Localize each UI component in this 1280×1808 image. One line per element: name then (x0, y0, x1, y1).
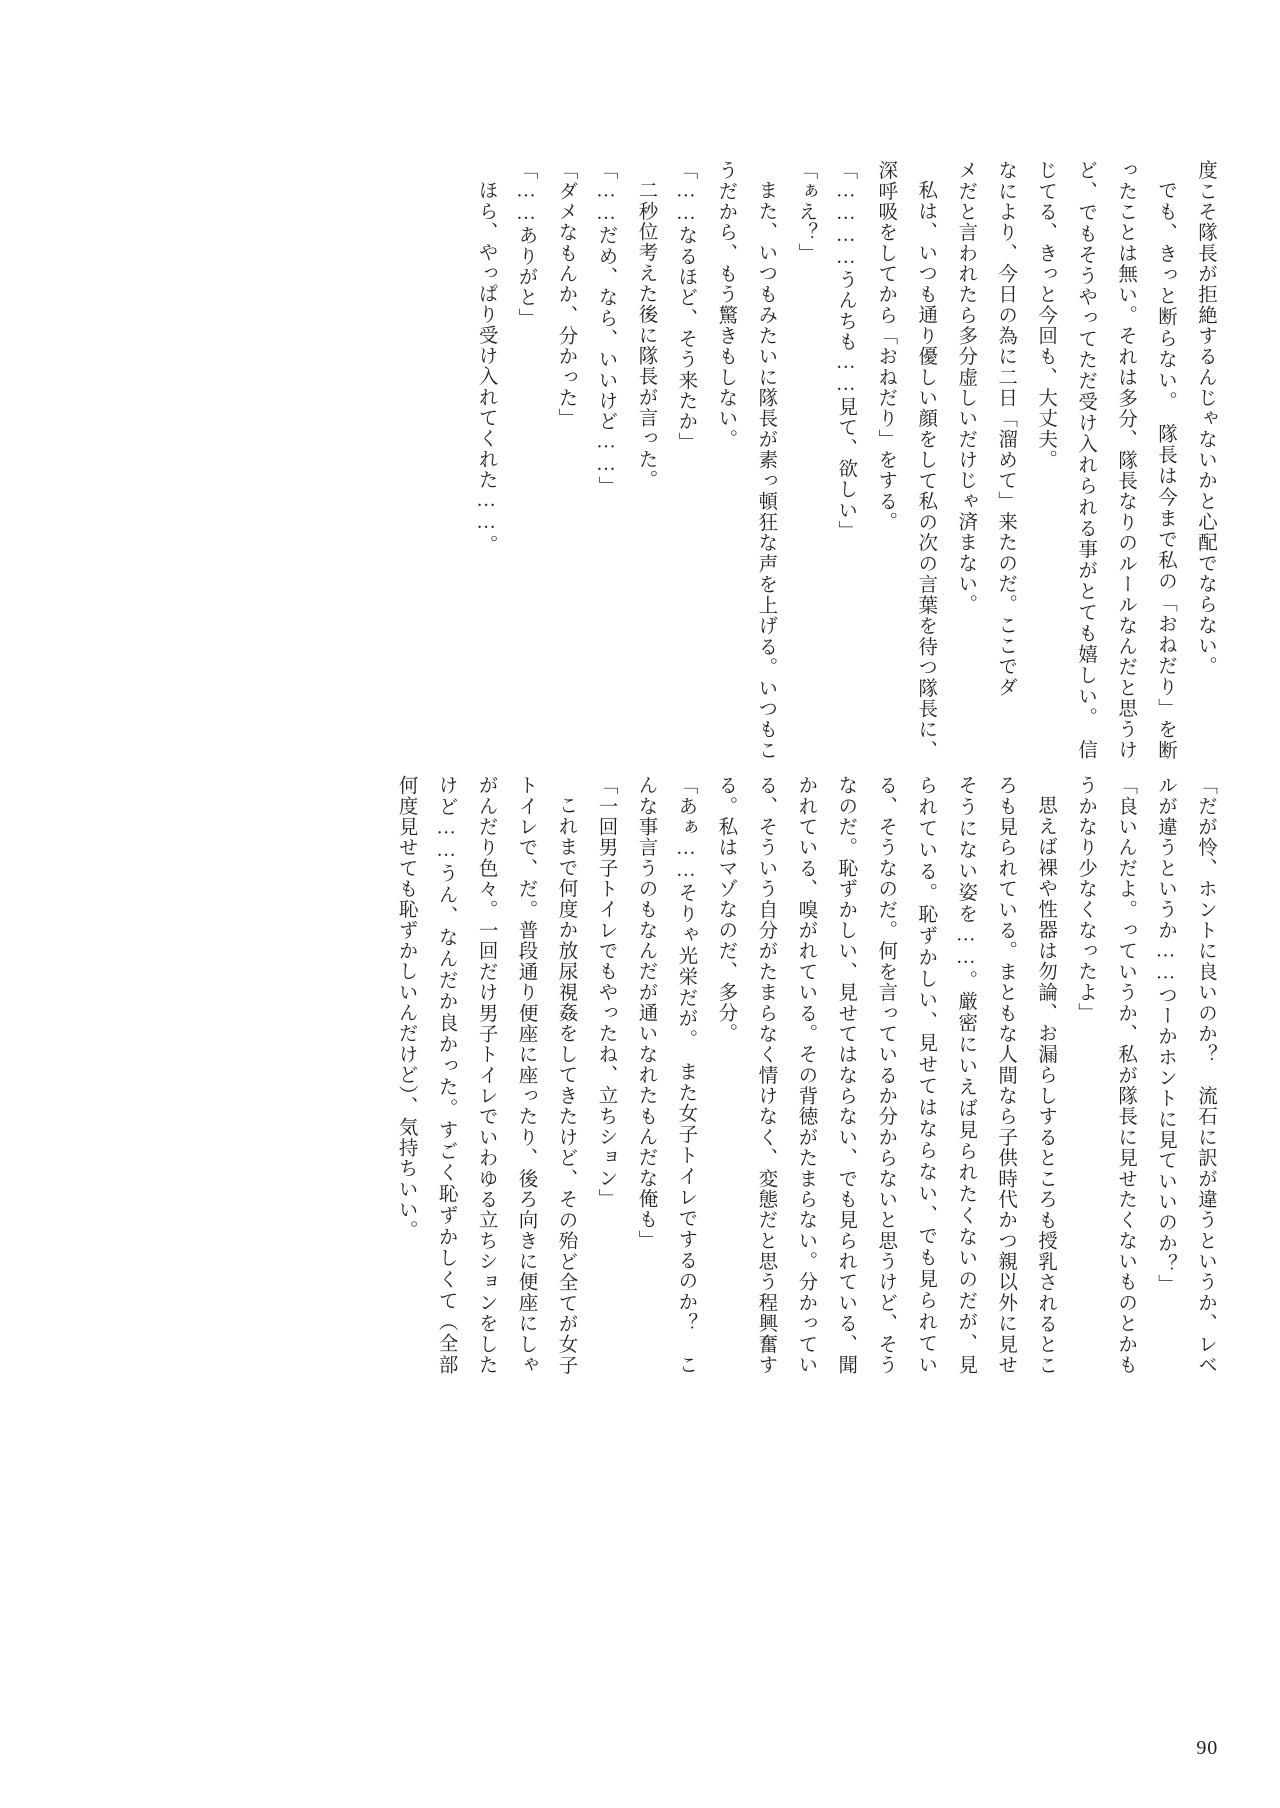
dialogue-line: 「ぁえ？」 (795, 160, 817, 264)
text-column-group-lower (395, 775, 1225, 1375)
paragraph: 思えば裸や性器は勿論、お漏らしするところも授乳されるところも見られている。まともな人間なら子供時代かつ親以外に見せそうにない姿を……。厳密にいえば見られたくないのだが、見られている。恥ずかしい、見せてはならない、でも見られている、そうなのだ。何を言っているか分からないと思うけど、そうなのだ。恥ずかしい、見せてはならない、でも見られている、聞かれている、嗅がれている。その背徳がたまらない。分かっている、そういう自分がたまらなく情けなく、変態だと思う程興奮する。私はマゾなのだ、多分。 (715, 775, 1057, 1375)
paragraph: ほら、やっぱり受け入れてくれた……。 (475, 179, 497, 555)
dialogue-line: 「…………うんちも……見て、欲しい」 (835, 160, 857, 542)
paragraph: なにより、今日の為に二日「溜めて」来たのだ。ここでダ (995, 160, 1017, 698)
paragraph: メだと言われたら多分虚しいだけじゃ済まない。 (955, 160, 977, 615)
dialogue-line: 「だが怜、ホントに良いのか？ 流石に訳が違うというか、レベルが違うというか……つーかホントに見ていいのか？」 (1155, 775, 1216, 1375)
dialogue-line: 「あぁ……そりゃ光栄だが。 また女子トイレでするのか？ こんな事言うのもなんだが通いなれたもんだな俺も」 (635, 775, 697, 1375)
dialogue-line: 「……ありがと」 (515, 160, 537, 329)
paragraph: でも、きっと断らない。 隊長は今まで私の「おねだり」を断ったことは無い。それは多分、隊長なりのルールなんだと思うけど、でもそうやってただ受け入れられる事がとても嬉しい。 信じてる、きっと今回も、大丈夫。 (1035, 160, 1177, 760)
paragraph: 二秒位考えた後に隊長が言った。 (635, 179, 657, 490)
paragraph: これまで何度か放尿視姦をしてきたけど、その殆ど全てが女子トイレで、だ。普段通り便座に座ったり、後ろ向きに便座にしゃがんだり色々。一回だけ男子トイレでいわゆる立ちションをしたけど……うん、なんだか良かった。すごく恥ずかしくて（全部何度見せても恥ずかしいんだけど）、気持ちいい。 (395, 775, 577, 1375)
text-column-group-upper (475, 160, 1225, 760)
dialogue-line: 「ダメなもんか、分かった」 (555, 160, 577, 429)
dialogue-line: 「一回男子トイレでもやったね、立ちション」 (595, 775, 617, 1210)
dialogue-line: 「……なるほど、そう来たか」 (675, 160, 697, 453)
paragraph: また、いつもみたいに隊長が素っ頓狂な声を上げる。いつもこうだから、もう驚きもしない。 (715, 160, 777, 760)
dialogue-line: 「……だめ、なら、いいけど……」 (595, 160, 617, 497)
dialogue-line: 「良いんだよ。っていうか、私が隊長に見せたくないものとかもうかなり少なくなったよ」 (1075, 775, 1137, 1375)
page-number: 90 (1196, 1737, 1218, 1759)
paragraph: 私は、いつも通り優しい顔をして私の次の言葉を待つ隊長に、深呼吸をしてから「おねだり」をする。 (875, 160, 937, 760)
paragraph: 度こそ隊長が拒絶するんじゃないかと心配でならない。 (1195, 160, 1216, 677)
